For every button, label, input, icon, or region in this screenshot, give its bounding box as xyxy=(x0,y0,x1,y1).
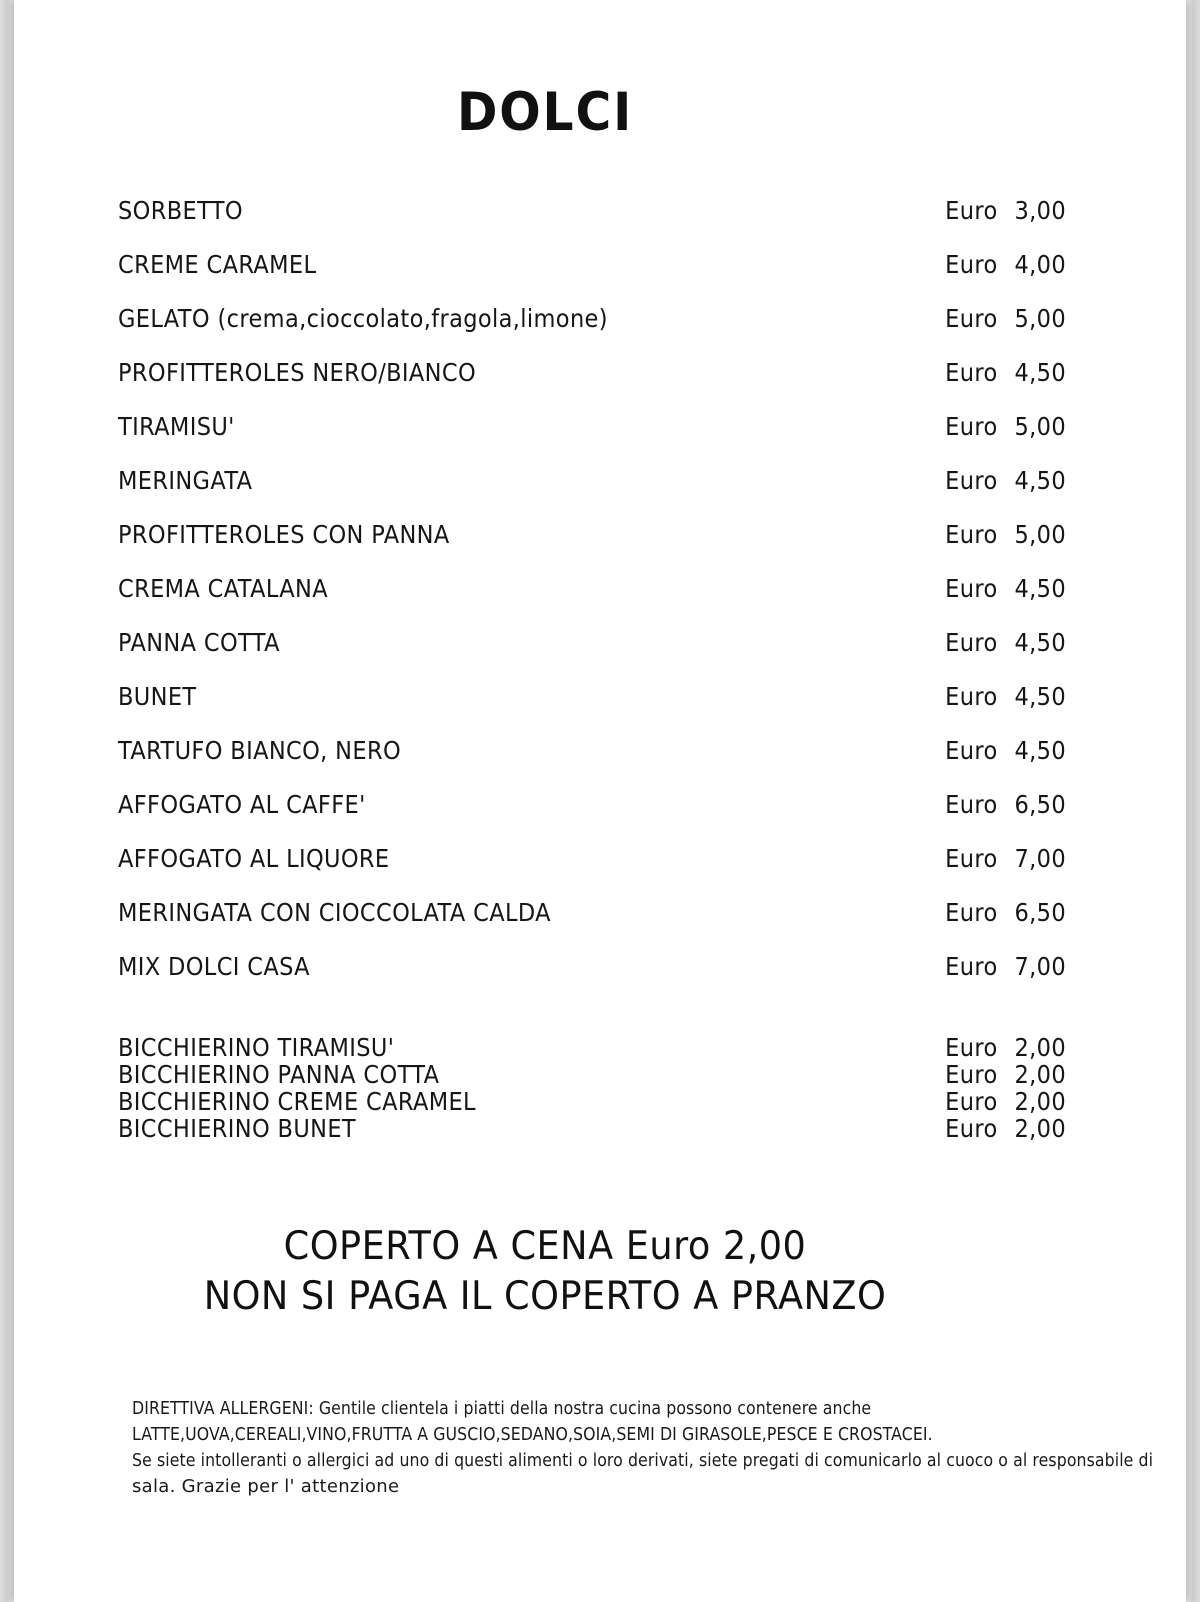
currency-label: Euro xyxy=(945,682,998,711)
page-gutter-right xyxy=(1186,0,1200,1602)
menu-item-name: PROFITTEROLES CON PANNA xyxy=(118,520,450,549)
price-amount: 5,00 xyxy=(1014,412,1066,441)
currency-label: Euro xyxy=(945,1114,998,1143)
coperto-line-2: NON SI PAGA IL COPERTO A PRANZO xyxy=(203,1274,887,1319)
currency-label: Euro xyxy=(945,1087,998,1116)
menu-item-price xyxy=(895,790,1066,819)
menu-item-name: GELATO (crema,cioccolato,fragola,limone) xyxy=(118,304,608,333)
price-amount: 4,50 xyxy=(1014,736,1066,765)
menu-item-row xyxy=(118,898,1066,952)
menu-item-price xyxy=(895,1060,1066,1089)
page-title: DOLCI xyxy=(456,82,634,143)
price-amount: 2,00 xyxy=(1014,1087,1066,1116)
currency-label: Euro xyxy=(945,898,998,927)
menu-item-row xyxy=(118,952,1066,1006)
menu-item-price xyxy=(895,466,1066,495)
menu-item-price xyxy=(895,574,1066,603)
menu-item-row xyxy=(118,736,1066,790)
menu-item-row xyxy=(118,412,1066,466)
menu-item-row xyxy=(118,1114,1066,1141)
menu-item-name: PANNA COTTA xyxy=(118,628,280,657)
currency-label: Euro xyxy=(945,844,998,873)
currency-label: Euro xyxy=(945,952,998,981)
menu-item-price xyxy=(895,520,1066,549)
price-amount: 4,50 xyxy=(1014,466,1066,495)
currency-label: Euro xyxy=(945,790,998,819)
price-amount: 4,50 xyxy=(1014,574,1066,603)
menu-item-name: BICCHIERINO CREME CARAMEL xyxy=(118,1087,476,1116)
price-amount: 4,00 xyxy=(1014,250,1066,279)
currency-label: Euro xyxy=(945,628,998,657)
price-amount: 4,50 xyxy=(1014,628,1066,657)
menu-item-name: TIRAMISU' xyxy=(118,412,235,441)
menu-item-price xyxy=(895,628,1066,657)
menu-item-name: BICCHIERINO TIRAMISU' xyxy=(118,1033,395,1062)
menu-item-row xyxy=(118,250,1066,304)
menu-item-name: CREME CARAMEL xyxy=(118,250,317,279)
currency-label: Euro xyxy=(945,1033,998,1062)
allergen-line-1: DIRETTIVA ALLERGENI: Gentile clientela i piatti della nostra cucina possono contenere anche xyxy=(132,1399,872,1419)
menu-item-row xyxy=(118,682,1066,736)
price-amount: 7,00 xyxy=(1014,952,1066,981)
page-gutter-left xyxy=(0,0,14,1602)
menu-item-price xyxy=(895,1114,1066,1143)
menu-item-price xyxy=(895,412,1066,441)
coperto-line-1: COPERTO A CENA Euro 2,00 xyxy=(283,1224,807,1269)
price-amount: 4,50 xyxy=(1014,358,1066,387)
price-amount: 6,50 xyxy=(1014,898,1066,927)
currency-label: Euro xyxy=(945,520,998,549)
menu-item-price xyxy=(895,736,1066,765)
currency-label: Euro xyxy=(945,304,998,333)
price-amount: 4,50 xyxy=(1014,682,1066,711)
menu-item-row xyxy=(118,1033,1066,1060)
price-amount: 6,50 xyxy=(1014,790,1066,819)
menu-item-name: PROFITTEROLES NERO/BIANCO xyxy=(118,358,477,387)
menu-item-name: TARTUFO BIANCO, NERO xyxy=(118,736,402,765)
currency-label: Euro xyxy=(945,466,998,495)
price-amount: 5,00 xyxy=(1014,520,1066,549)
menu-item-price xyxy=(895,844,1066,873)
menu-item-name: BUNET xyxy=(118,682,197,711)
currency-label: Euro xyxy=(945,250,998,279)
menu-item-row xyxy=(118,466,1066,520)
menu-item-name: MERINGATA CON CIOCCOLATA CALDA xyxy=(118,898,551,927)
menu-item-price xyxy=(895,304,1066,333)
menu-item-row xyxy=(118,574,1066,628)
menu-item-name: AFFOGATO AL LIQUORE xyxy=(118,844,390,873)
section-spacer xyxy=(118,1006,1066,1033)
allergen-disclaimer xyxy=(132,1396,1154,1500)
menu-item-price xyxy=(895,1087,1066,1116)
price-amount: 7,00 xyxy=(1014,844,1066,873)
menu-item-list xyxy=(118,196,1066,1141)
menu-item-row xyxy=(118,1060,1066,1087)
currency-label: Euro xyxy=(945,574,998,603)
menu-item-name: BICCHIERINO PANNA COTTA xyxy=(118,1060,440,1089)
menu-item-name: SORBETTO xyxy=(118,196,243,225)
menu-item-price xyxy=(895,358,1066,387)
menu-item-name: MERINGATA xyxy=(118,466,253,495)
menu-item-row xyxy=(118,520,1066,574)
menu-item-price xyxy=(895,682,1066,711)
currency-label: Euro xyxy=(945,358,998,387)
menu-item-price xyxy=(895,898,1066,927)
menu-item-row xyxy=(118,196,1066,250)
menu-item-row xyxy=(118,844,1066,898)
allergen-line-3: Se siete intolleranti o allergici ad uno di questi alimenti o loro derivati, siete pregati di comunicarlo al cuoco o al responsabile di xyxy=(132,1451,1154,1471)
menu-item-price xyxy=(895,952,1066,981)
allergen-line-2: LATTE,UOVA,CEREALI,VINO,FRUTTA A GUSCIO,SEDANO,SOIA,SEMI DI GIRASOLE,PESCE E CROSTACEI. xyxy=(132,1425,933,1445)
currency-label: Euro xyxy=(945,412,998,441)
menu-item-row xyxy=(118,1087,1066,1114)
menu-item-price xyxy=(895,1033,1066,1062)
price-amount: 2,00 xyxy=(1014,1033,1066,1062)
menu-item-row xyxy=(118,628,1066,682)
menu-item-row xyxy=(118,790,1066,844)
allergen-line-4: sala. Grazie per l' attenzione xyxy=(132,1476,400,1497)
price-amount: 3,00 xyxy=(1014,196,1066,225)
menu-item-name: BICCHIERINO BUNET xyxy=(118,1114,357,1143)
menu-item-row xyxy=(118,304,1066,358)
menu-content xyxy=(14,0,1186,1602)
menu-page xyxy=(14,0,1186,1602)
coperto-notice xyxy=(14,1222,1076,1322)
currency-label: Euro xyxy=(945,196,998,225)
price-amount: 5,00 xyxy=(1014,304,1066,333)
price-amount: 2,00 xyxy=(1014,1060,1066,1089)
currency-label: Euro xyxy=(945,736,998,765)
menu-item-name: CREMA CATALANA xyxy=(118,574,328,603)
menu-item-name: AFFOGATO AL CAFFE' xyxy=(118,790,366,819)
menu-item-price xyxy=(895,250,1066,279)
currency-label: Euro xyxy=(945,1060,998,1089)
price-amount: 2,00 xyxy=(1014,1114,1066,1143)
menu-item-row xyxy=(118,358,1066,412)
menu-item-price xyxy=(895,196,1066,225)
menu-item-name: MIX DOLCI CASA xyxy=(118,952,310,981)
